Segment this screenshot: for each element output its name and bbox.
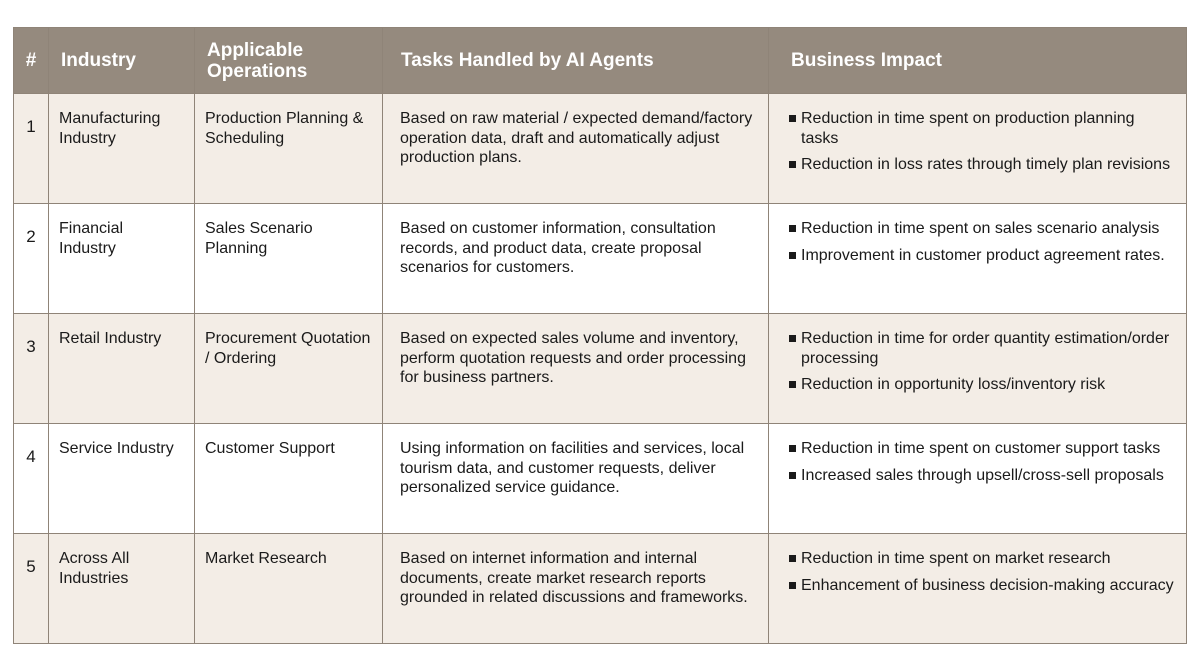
square-bullet-icon (789, 381, 796, 388)
impact-cell (769, 94, 1187, 204)
ai-agents-industry-table (13, 27, 1187, 644)
square-bullet-icon (789, 445, 796, 452)
tasks-cell: Based on customer information, consultation records, and product data, create proposal scenarios for customers. (383, 204, 769, 314)
impact-item (789, 375, 1174, 395)
impact-text: Reduction in time spent on production planning tasks (801, 110, 1135, 147)
impact-item (789, 329, 1174, 368)
industry-cell: Retail Industry (49, 314, 195, 424)
square-bullet-icon (789, 335, 796, 342)
industry-cell: Across All Industries (49, 534, 195, 644)
operations-cell: Sales Scenario Planning (195, 204, 383, 314)
table-row (14, 314, 1187, 424)
operations-cell: Production Planning & Scheduling (195, 94, 383, 204)
tasks-cell: Based on raw material / expected demand/factory operation data, draft and automatically adjust production plans. (383, 94, 769, 204)
header-business-impact: Business Impact (769, 28, 1187, 94)
impact-text: Reduction in time for order quantity estimation/order processing (801, 330, 1170, 367)
row-number: 4 (14, 424, 49, 534)
table-body (14, 94, 1187, 644)
impact-list (789, 439, 1174, 485)
impact-cell (769, 314, 1187, 424)
header-row (14, 28, 1187, 94)
table-header (14, 28, 1187, 94)
operations-cell: Market Research (195, 534, 383, 644)
impact-item (789, 576, 1174, 596)
table-row (14, 94, 1187, 204)
row-number: 5 (14, 534, 49, 644)
industry-cell: Financial Industry (49, 204, 195, 314)
square-bullet-icon (789, 225, 796, 232)
table-row (14, 534, 1187, 644)
square-bullet-icon (789, 252, 796, 259)
impact-text: Reduction in time spent on sales scenario analysis (801, 220, 1160, 237)
impact-list (789, 549, 1174, 595)
header-applicable-operations: Applicable Operations (195, 28, 383, 94)
header-industry: Industry (49, 28, 195, 94)
row-number: 2 (14, 204, 49, 314)
impact-item (789, 155, 1174, 175)
tasks-cell: Based on expected sales volume and inventory, perform quotation requests and order processing for business partners. (383, 314, 769, 424)
impact-list (789, 219, 1174, 265)
impact-text: Enhancement of business decision-making accuracy (801, 576, 1174, 594)
impact-item (789, 466, 1174, 486)
header-number: # (14, 28, 49, 94)
square-bullet-icon (789, 582, 796, 589)
table-row (14, 424, 1187, 534)
impact-item (789, 219, 1174, 239)
square-bullet-icon (789, 161, 796, 168)
impact-item (789, 549, 1174, 569)
square-bullet-icon (789, 115, 796, 122)
impact-cell (769, 204, 1187, 314)
impact-text: Increased sales through upsell/cross-sell proposals (801, 466, 1164, 484)
impact-item (789, 439, 1174, 459)
impact-list (789, 329, 1174, 395)
operations-cell: Procurement Quotation / Ordering (195, 314, 383, 424)
impact-list (789, 109, 1174, 175)
industry-cell: Service Industry (49, 424, 195, 534)
impact-text: Reduction in loss rates through timely plan revisions (801, 156, 1171, 173)
tasks-cell: Using information on facilities and services, local tourism data, and customer requests, deliver personalized service guidance. (383, 424, 769, 534)
impact-cell (769, 424, 1187, 534)
impact-text: Reduction in time spent on market research (801, 550, 1111, 567)
impact-text: Reduction in time spent on customer support tasks (801, 440, 1161, 457)
square-bullet-icon (789, 555, 796, 562)
industry-cell: Manufacturing Industry (49, 94, 195, 204)
square-bullet-icon (789, 472, 796, 479)
impact-text: Reduction in opportunity loss/inventory risk (801, 376, 1106, 393)
impact-item (789, 246, 1174, 266)
header-tasks: Tasks Handled by AI Agents (383, 28, 769, 94)
row-number: 1 (14, 94, 49, 204)
impact-cell (769, 534, 1187, 644)
operations-cell: Customer Support (195, 424, 383, 534)
impact-item (789, 109, 1174, 148)
row-number: 3 (14, 314, 49, 424)
table-row (14, 204, 1187, 314)
tasks-cell: Based on internet information and internal documents, create market research reports grounded in related discussions and frameworks. (383, 534, 769, 644)
impact-text: Improvement in customer product agreement rates. (801, 246, 1165, 264)
